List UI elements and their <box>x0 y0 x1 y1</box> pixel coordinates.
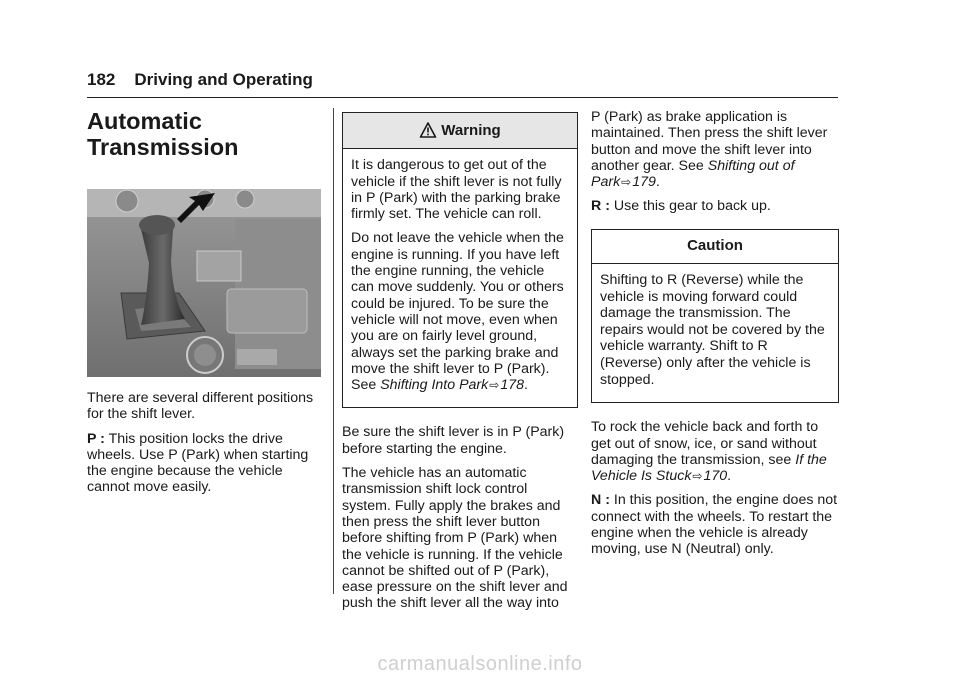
warning-header <box>343 113 577 149</box>
reverse-paragraph: R : Use this gear to back up. <box>591 198 771 215</box>
neutral-label: N : <box>591 492 610 509</box>
warning-body <box>343 149 577 407</box>
col2-paragraph-2: The vehicle has an automatic transmission shift lock control system. Fully apply the brakes and then press the shift lever button before shifting from P (Park) when the vehicle is running. If the vehicle cannot be shifted out of P (Park), ease pressure on the shift lever and push the shift lever all the way into <box>342 465 568 612</box>
column-2 <box>342 112 578 620</box>
park-paragraph: P : This position locks the drive wheels. Use P (Park) when starting the engine because the vehicle cannot move easily. <box>87 430 309 496</box>
warning-title: Warning <box>441 122 501 139</box>
watermark: carmanualsonline.info <box>377 653 583 675</box>
caution-box <box>591 229 839 403</box>
page-header <box>87 70 313 90</box>
caution-header: Caution <box>592 230 838 264</box>
caution-text: Shifting to R (Reverse) while the vehicle is moving forward could damage the transmission. The repairs would not be covered by the vehicle warranty. Shift to R (Reverse) only after the vehicle is stopped. <box>600 272 825 388</box>
warning-triangle-icon <box>419 121 437 139</box>
intro-paragraph: There are several different positions for the shift lever. <box>87 390 314 423</box>
shifting-out-of-park-link[interactable]: Shifting out of Park <box>591 157 795 191</box>
chapter-title: Driving and Operating <box>134 70 313 89</box>
warning-paragraph-2: Do not leave the vehicle when the engine is running. If you have left the engine running, the vehicle can move suddenly. You or others could be injured. To be sure the vehicle will not move, even when you are on fairly level ground, always set the parking brake and move the shift lever to P (Park). See Shifting Into Park⇨178. <box>351 230 564 394</box>
page-reference-icon: ⇨ <box>692 469 703 484</box>
section-title: Automatic Transmission <box>87 108 239 160</box>
page-number: 182 <box>87 70 116 89</box>
col2-paragraph-1: Be sure the shift lever is in P (Park) before starting the engine. <box>342 424 565 457</box>
park-label: P : <box>87 430 105 447</box>
reverse-label: R : <box>591 198 610 215</box>
shift-lever-figure <box>87 189 321 377</box>
header-divider <box>87 97 838 98</box>
column-1 <box>87 108 323 504</box>
column-divider <box>333 108 334 594</box>
page-reference-icon: ⇨ <box>489 378 500 393</box>
column-3 <box>591 109 839 566</box>
warning-paragraph-1: It is dangerous to get out of the vehicle if the shift lever is not fully in P (Park) with the parking brake firmly set. The vehicle can roll. <box>351 157 562 223</box>
vehicle-stuck-link[interactable]: If the Vehicle Is Stuck <box>591 451 827 485</box>
col3-paragraph-1: P (Park) as brake application is maintained. Then press the shift lever button and move the shift lever into another gear. See Shifting out of Park⇨179. <box>591 109 828 191</box>
col3-paragraph-2: To rock the vehicle back and forth to get out of snow, ice, or sand without damaging the transmission, see If the Vehicle Is Stuck⇨170. <box>591 419 827 485</box>
page-ref-178[interactable]: 178 <box>500 377 524 394</box>
shifting-into-park-link[interactable]: Shifting Into Park <box>380 377 489 394</box>
page-ref-170[interactable]: 170 <box>703 468 728 485</box>
neutral-paragraph: N : In this position, the engine does not connect with the wheels. To restart the engine when the vehicle is already moving, use N (Neutral) only. <box>591 492 838 558</box>
page-reference-icon: ⇨ <box>621 175 632 190</box>
caution-body <box>592 264 838 402</box>
warning-box <box>342 112 578 408</box>
page-ref-179[interactable]: 179 <box>632 174 656 191</box>
